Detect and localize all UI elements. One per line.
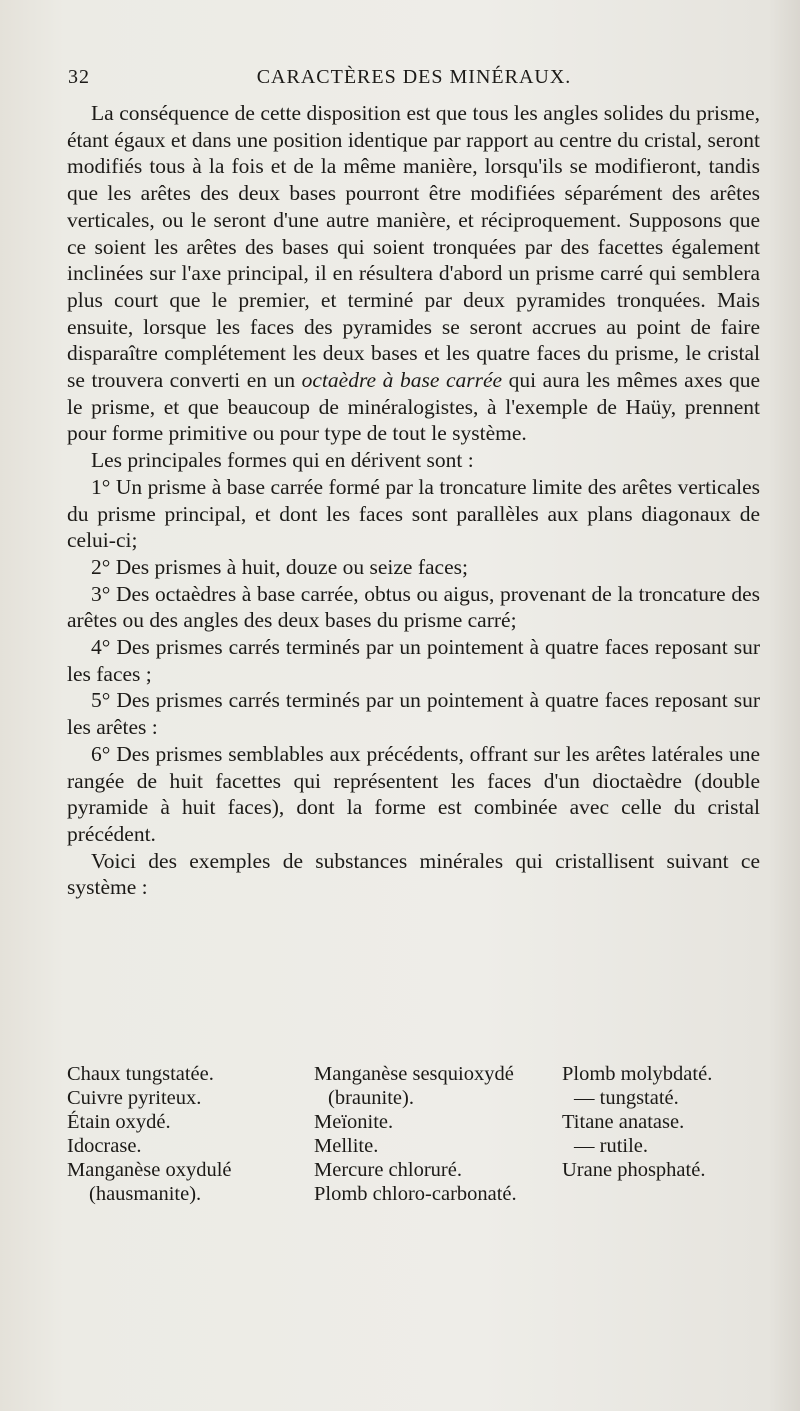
- mineral-entry: — rutile.: [574, 1135, 649, 1157]
- paragraph: [67, 474, 760, 554]
- mineral-entry: Cuivre pyriteux.: [67, 1087, 202, 1109]
- page-header: [68, 66, 760, 94]
- paragraph: [67, 581, 760, 634]
- paragraph: [67, 100, 760, 447]
- paragraph: [67, 741, 760, 848]
- paragraph: [67, 848, 760, 901]
- paragraph-text: 4° Des prismes carrés terminés par un pointement à quatre faces reposant sur les faces ;: [67, 635, 760, 686]
- paragraph: [67, 554, 760, 581]
- mineral-entry: Étain oxydé.: [67, 1111, 171, 1133]
- mineral-entry: Chaux tungstatée.: [67, 1063, 214, 1085]
- mineral-entry: Plomb molybdaté.: [562, 1063, 713, 1085]
- running-head: CARACTÈRES DES MINÉRAUX.: [256, 66, 572, 88]
- paragraph-text: 5° Des prismes carrés terminés par un pointement à quatre faces reposant sur les arêtes :: [67, 688, 760, 740]
- examples-column-1: [67, 1062, 307, 1206]
- paragraph: [67, 634, 760, 687]
- paragraph-text: 1° Un prisme à base carrée formé par la troncature limite des arêtes verticales du prisme principal, et dont les faces sont parallèles aux plans diagonaux de celui-ci;: [67, 474, 760, 553]
- paragraph-text: Voici des exemples de substances minérales qui cristallisent suivant ce système :: [67, 848, 760, 900]
- mineral-entry: Manganèse oxydulé: [67, 1159, 232, 1181]
- paragraph-text: 6° Des prismes semblables aux précédents, offrant sur les arêtes latérales une rangée de huit facettes qui représentent les faces d'un dioctaèdre (double pyramide à huit faces), dont la forme est combinée avec celle du cristal précédent.: [67, 741, 760, 846]
- page-number: 32: [68, 66, 90, 88]
- mineral-entry: Meïonite.: [314, 1111, 394, 1133]
- mineral-entry: Mercure chloruré.: [314, 1159, 462, 1181]
- italic-term: octaèdre à base carrée: [301, 368, 503, 393]
- mineral-entry: (hausmanite).: [89, 1183, 202, 1205]
- paragraph-text: Les principales formes qui en dérivent sont :: [91, 448, 474, 473]
- examples-column-3: [562, 1062, 767, 1182]
- paragraph-text: 2° Des prismes à huit, douze ou seize faces;: [91, 554, 468, 579]
- mineral-entry: (braunite).: [328, 1087, 414, 1109]
- paragraph: [67, 687, 760, 740]
- paragraph-text: qui aura les mêmes axes que le prisme, et que beaucoup de minéralogistes, à l'exemple de Haüy, prennent pour forme primitive ou pour type de tout le système.: [67, 368, 760, 446]
- mineral-entry: Manganèse sesquioxydé: [314, 1063, 514, 1085]
- mineral-entry: Urane phosphaté.: [562, 1159, 706, 1181]
- paragraph: [67, 447, 760, 474]
- mineral-entry: Idocrase.: [67, 1135, 142, 1157]
- examples-column-2: [314, 1062, 559, 1206]
- mineral-entry: Titane anatase.: [562, 1111, 685, 1133]
- paragraph-text: La conséquence de cette disposition est que tous les angles solides du prisme, étant égaux et dans une position identique par rapport au centre du cristal, seront modifiés tous à la fois et de la même manière, lorsqu'ils se modifieront, tandis que les arêtes des deux bases pourront être modifiées séparément des arêtes verticales, ou le seront d'une autre manière, et réciproquement. Supposons que ce soient les arêtes des bases qui soient tronquées par des facettes également inclinées sur l'axe principal, il en résultera d'abord un prisme carré qui semblera plus court que le premier, et terminé par deux pyramides tronquées. Mais ensuite, lorsque les faces des pyramides se seront accrues au point de faire disparaître complétement les deux bases et les quatre faces du prisme, le cristal se trouvera converti en un: [67, 101, 760, 393]
- body-text: [67, 100, 760, 901]
- mineral-entry: — tungstaté.: [574, 1087, 679, 1109]
- paragraph-text: 3° Des octaèdres à base carrée, obtus ou aigus, provenant de la troncature des arêtes ou des angles des deux bases du prisme carré;: [67, 581, 760, 633]
- mineral-entry: Mellite.: [314, 1135, 379, 1157]
- mineral-entry: Plomb chloro-carbonaté.: [314, 1183, 517, 1205]
